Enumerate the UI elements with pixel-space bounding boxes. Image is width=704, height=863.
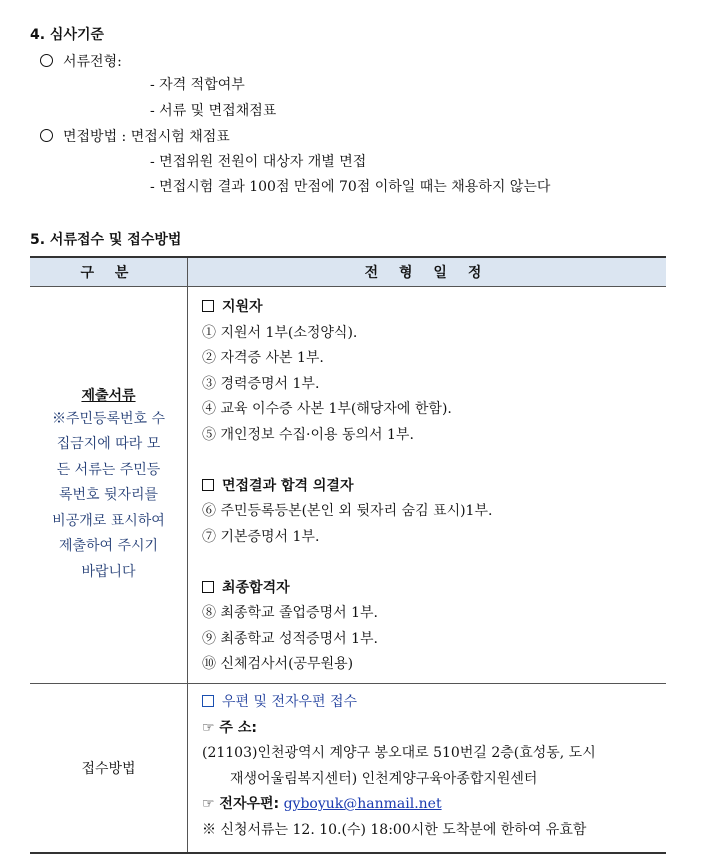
criteria-item-document: 서류전형:: [40, 51, 122, 71]
checkbox-square-icon: [202, 695, 214, 707]
list-item: ① 지원서 1부(소정양식).: [202, 324, 358, 341]
list-item: ③ 경력증명서 1부.: [202, 375, 320, 392]
email-row: ☞ 전자우편: gyboyuk@hanmail.net: [202, 796, 442, 812]
list-item: ⑧ 최종학교 졸업증명서 1부.: [202, 605, 378, 621]
criteria-sub: - 자격 적합여부: [150, 77, 245, 93]
address-line: 재생어울림복지센터) 인천계양구육아종합지원센터: [230, 770, 538, 787]
list-item: ⑩ 신체검사서(공무원용): [202, 656, 354, 672]
header-schedule: 전 형 일 정: [188, 257, 667, 287]
address-label: ☞ 주 소:: [202, 719, 257, 736]
criteria-sub: - 면접시험 결과 100점 만점에 70점 이하일 때는 채용하지 않는다: [150, 179, 551, 195]
criteria-item-interview: 면접방법 : 면접시험 채점표: [40, 126, 230, 146]
method-heading: 우편 및 전자우편 접수: [202, 690, 666, 716]
list-item: ④ 교육 이수증 사본 1부(해당자에 한함).: [202, 401, 452, 417]
group-heading: 지원자: [202, 295, 666, 321]
table-row: [30, 287, 666, 684]
checkbox-square-icon: [202, 300, 214, 312]
header-category: 구 분: [30, 257, 188, 287]
circle-bullet-icon: [40, 129, 53, 142]
criteria-sub: - 서류 및 면접채점표: [150, 103, 277, 119]
deadline-note: ※ 신청서류는 12. 10.(수) 18:00시한 도착분에 한하여 유효함: [202, 821, 587, 838]
documents-title: 제출서류: [81, 387, 136, 404]
email-link[interactable]: gyboyuk@hanmail.net: [283, 796, 442, 812]
address-line: (21103)인천광역시 계양구 봉오대로 510번길 2층(효성동, 도시: [202, 745, 596, 761]
list-item: ⑤ 개인정보 수집·이용 동의서 1부.: [202, 426, 414, 443]
checkbox-square-icon: [202, 479, 214, 491]
method-cell: 접수방법: [30, 684, 188, 854]
list-item: ⑨ 최종학교 성적증명서 1부.: [202, 630, 378, 647]
group-heading: 최종합격자: [202, 576, 666, 602]
group-heading: 면접결과 합격 의결자: [202, 474, 666, 500]
method-detail-cell: [188, 684, 667, 854]
criteria-sub: - 면접위원 전원이 대상자 개별 면접: [150, 154, 367, 170]
documents-cell: [30, 287, 188, 684]
table-header-row: [30, 257, 666, 287]
list-item: ② 자격증 사본 1부.: [202, 350, 324, 366]
checkbox-square-icon: [202, 581, 214, 593]
list-item: ⑦ 기본증명서 1부.: [202, 528, 320, 545]
documents-list-cell: [188, 287, 667, 684]
section4-title: 4. 심사기준: [30, 27, 105, 43]
submission-table: [30, 256, 666, 854]
table-row: [30, 684, 666, 854]
list-item: ⑥ 주민등록등본(본인 외 뒷자리 숨김 표시)1부.: [202, 503, 493, 519]
circle-bullet-icon: [40, 54, 53, 67]
section5-title: 5. 서류접수 및 접수방법: [30, 232, 182, 248]
documents-note: ※주민등록번호 수 집금지에 따라 모 든 서류는 주민등 록번호 뒷자리를 비공개로 표시하여 제출하여 주시기 바랍니다: [51, 410, 166, 580]
